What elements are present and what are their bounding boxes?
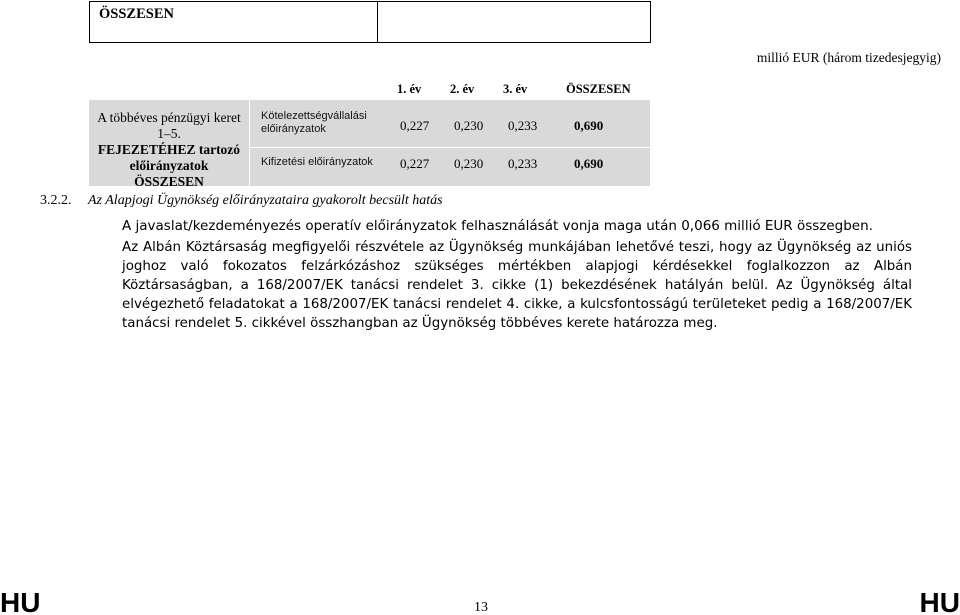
page-number: 13 <box>474 600 488 615</box>
table-title-line-1: A többéves pénzügyi keret 1–5. <box>97 110 241 141</box>
column-header-year-2: 2. év <box>450 82 475 96</box>
table-cell: 0,230 <box>454 118 484 133</box>
row-label-commitments: Kötelezettségvállalási előirányzatok <box>261 110 367 135</box>
summary-cell: ÖSSZESEN <box>89 1 378 43</box>
table-cell: 0,230 <box>454 156 484 171</box>
empty-cell <box>377 1 651 43</box>
table-title-line-2: FEJEZETÉHEZ tartozó előirányzatok <box>97 142 241 173</box>
table-cell-total: 0,690 <box>574 156 604 171</box>
row-divider <box>250 147 650 148</box>
row-label-payments: Kifizetési előirányzatok <box>261 156 373 168</box>
paragraph-albania: Az Albán Köztársaság megfigyelői részvétele az Ügynökség munkájában lehetővé teszi, hogy az Ügynökség az uniós joghoz való fokozatos felzárkózáshoz szükséges mértékben alapjogi kérdésekkel foglalkozzon az Albán Köztársaságban, a 168/2007/EK tanácsi rendelet 3. cikke (1) bekezdésének hatályán belül. Az Ügynökség által elvégezhető feladatokat a 168/2007/EK tanácsi rendelet 4. cikke, a kulcsfontosságú területeket pedig a 168/2007/EK tanácsi rendelet 5. cikkével összhangban az Ügynökség többéves kerete határozza meg. <box>122 240 912 331</box>
table-title-cell <box>89 100 249 189</box>
table-cell-total: 0,690 <box>574 118 604 133</box>
table-cell: 0,233 <box>508 156 538 171</box>
section-heading <box>40 193 443 209</box>
column-header-year-1: 1. év <box>397 82 422 96</box>
table-cell: 0,227 <box>400 156 430 171</box>
table-title-line-3: ÖSSZESEN <box>134 174 204 189</box>
column-header-total: ÖSSZESEN <box>566 82 631 96</box>
section-number: 3.2.2. <box>40 193 72 208</box>
unit-note: millió EUR (három tizedesjegyig) <box>756 50 941 65</box>
footer-language-code-right: HU <box>919 587 960 615</box>
header-table-row <box>89 1 651 43</box>
paragraph-operative: A javaslat/kezdeményezés operatív előirányzatok felhasználását vonja maga után 0,066 millió EUR összegben. <box>122 218 873 234</box>
footer-language-code-left: HU <box>0 587 41 615</box>
section-title: Az Alapjogi Ügynökség előirányzataira gyakorolt becsült hatás <box>88 193 443 208</box>
column-header-year-3: 3. év <box>503 82 528 96</box>
table-cell: 0,227 <box>400 118 430 133</box>
table-cell: 0,233 <box>508 118 538 133</box>
